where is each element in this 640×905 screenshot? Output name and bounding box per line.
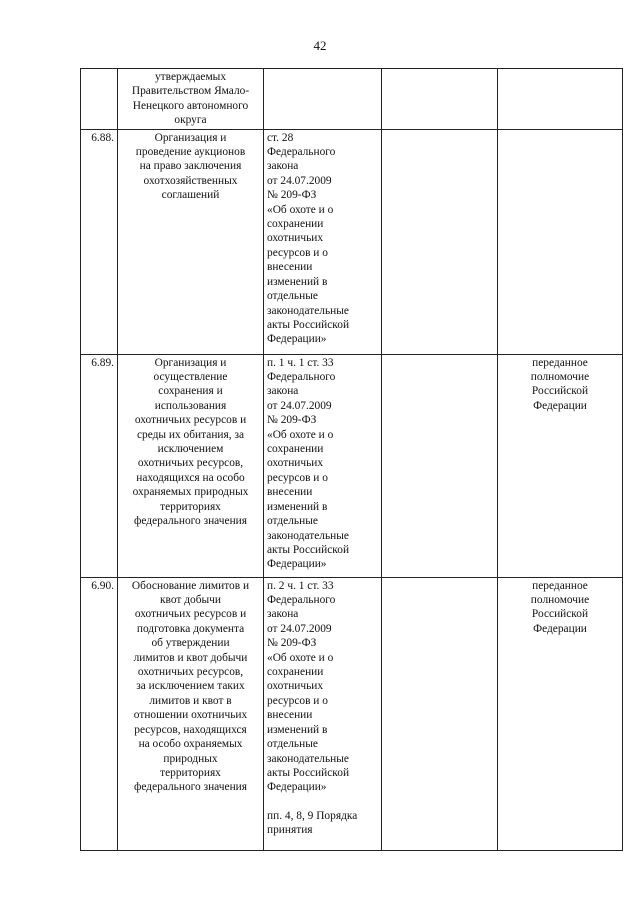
row-number: 6.88. (81, 129, 118, 354)
note-cell: переданное полномочие Российской Федерации (498, 577, 623, 850)
row-number: 6.90. (81, 577, 118, 850)
legal-basis-continuation: пп. 4, 8, 9 Порядка принятия (267, 809, 358, 837)
authority-name: Организация и проведение аукционов на право заключения охотхозяйственных соглашений (118, 129, 264, 354)
authority-name: утверждаемых Правительством Ямало- Ненецкого автономного округа (118, 69, 264, 130)
table-row (81, 129, 623, 354)
empty-cell (382, 129, 498, 354)
authority-name: Организация и осуществление сохранения и использования охотничьих ресурсов и среды их обитания, за исключением охотничьих ресурсов, находящихся на особо охраняемых природных территориях федерального значения (118, 354, 264, 577)
legal-basis-text: п. 2 ч. 1 ст. 33 Федерального закона от 24.07.2009 № 209-ФЗ «Об охоте и о сохранении охотничьих ресурсов и о внесении изменений в отдельные законодательные акты Российской Федерации» (267, 579, 350, 794)
authority-table (80, 68, 623, 851)
authority-name: Обоснование лимитов и квот добычи охотничьих ресурсов и подготовка документа об утверждении лимитов и квот добычи охотничьих ресурсов, за исключением таких лимитов и квот в отношении охотничьих ресурсов, находящихся на особо охраняемых природных территориях федерального значения (118, 577, 264, 850)
row-number (81, 69, 118, 130)
note-cell: переданное полномочие Российской Федерации (498, 354, 623, 577)
legal-basis: п. 1 ч. 1 ст. 33 Федерального закона от 24.07.2009 № 209-ФЗ «Об охоте и о сохранении охотничьих ресурсов и о внесении изменений в отдельные законодательные акты Российской Федерации» (264, 354, 382, 577)
legal-basis (264, 577, 382, 850)
empty-cell (382, 577, 498, 850)
note-cell (498, 129, 623, 354)
empty-cell (382, 69, 498, 130)
legal-basis (264, 69, 382, 130)
page-number: 42 (313, 38, 327, 53)
table-row (81, 354, 623, 577)
empty-cell (382, 354, 498, 577)
note-cell (498, 69, 623, 130)
table-row (81, 577, 623, 850)
row-number: 6.89. (81, 354, 118, 577)
table-row (81, 69, 623, 130)
legal-basis: ст. 28 Федерального закона от 24.07.2009 № 209-ФЗ «Об охоте и о сохранении охотничьих ресурсов и о внесении изменений в отдельные законодательные акты Российской Федерации» (264, 129, 382, 354)
